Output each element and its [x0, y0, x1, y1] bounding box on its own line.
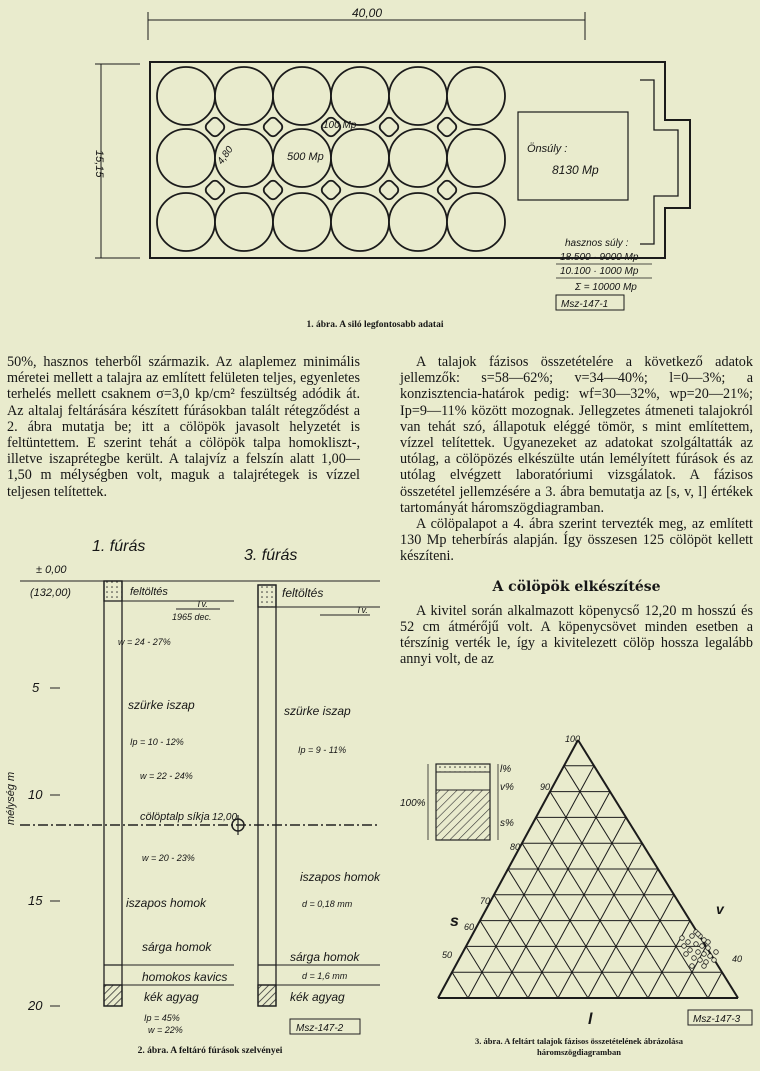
fig3-tick-40: 40 — [732, 954, 743, 964]
fig1-caption: 1. ábra. A siló legfontosabb adatai — [306, 320, 444, 330]
fig3-tick-60: 60 — [464, 922, 475, 932]
fig1-onsuly-label: Önsúly : — [527, 143, 568, 155]
ternary-grid-line — [452, 972, 468, 998]
section-heading: A cölöpök elkészítése — [492, 578, 661, 595]
fig2-right-feltoltes: feltöltés — [282, 586, 324, 600]
fig2-right-d: d = 0,18 mm — [302, 899, 353, 909]
fig3-tick-90: 90 — [540, 782, 551, 792]
silo-cell — [331, 67, 389, 125]
silo-cell — [273, 193, 331, 251]
soil-sample-point — [708, 954, 713, 959]
soil-sample-point — [692, 956, 697, 961]
silo-cell — [447, 67, 505, 125]
soil-sample-point — [706, 946, 711, 951]
ternary-grid-line — [564, 766, 708, 998]
ternary-grid-line — [536, 817, 648, 998]
fig3-tick-70: 70 — [480, 896, 491, 906]
fig1-hasznos-label: hasznos súly : — [565, 238, 629, 249]
silo-cell — [389, 129, 447, 187]
silo-interspace-cell — [204, 116, 227, 139]
fig2-depth-tick-5: 5 — [32, 680, 40, 695]
ternary-grid-line — [588, 869, 658, 998]
fig2-left-w2: w = 22 - 24% — [140, 771, 193, 781]
left-column — [7, 354, 360, 500]
fig2-left-kek: kék agyag — [144, 990, 199, 1004]
fig2-right-iszapos: iszapos homok — [300, 870, 381, 884]
soil-sample-point — [702, 964, 707, 969]
right-paragraph-3: A kivitel során alkalmazott köpenycső 12,20 m hosszú és 52 cm átmérőjű volt. A köpenycsövet minden esetben a térszínig verték le, így a kivitelezett cölöp hossza legalább annyi volt, de az — [400, 602, 753, 668]
fig2-left-iszapos: iszapos homok — [126, 896, 207, 910]
fig2-code: Msz-147-2 — [296, 1023, 344, 1034]
left-paragraph: 50%, hasznos teherből származik. Az alaplemez minimális méretei mellett a talajra az említett felületen teljes, egyenletes terhelés mellett csaknem σ=3,0 kp/cm² feszültség adódik át. Az altalaj feltárására készített fúrásokban talált rétegződést a 2. ábra mutatja be; itt a cölöpök javasolt helyzetét is feltüntettem. E szerint tehát a cölöpök talpa homokliszt-, illetve iszaprétegbe került. A talajvíz a felszín alatt 1,00—1,50 m mélységben volt, maguk a talajrétegek is vízzel teljesen telítettek. — [7, 354, 360, 500]
soil-sample-point — [696, 932, 701, 937]
soil-sample-point — [682, 944, 687, 949]
figure-1-silo-plan — [0, 0, 760, 340]
fig2-left-ip2: Ip = 45% — [144, 1013, 180, 1023]
silo-cell — [273, 67, 331, 125]
figure-2-borehole-logs — [0, 525, 390, 1045]
fig3-axis-v: v — [716, 901, 724, 917]
fig2-left-tv-date: 1965 dec. — [172, 612, 212, 622]
silo-cell — [157, 67, 215, 125]
figure-3-ternary-diagram — [398, 730, 760, 1030]
silo-interspace-cell — [436, 116, 459, 139]
silo-interspace-cell — [262, 179, 285, 202]
soil-sample-point — [686, 940, 691, 945]
soil-sample-point — [688, 948, 693, 953]
fig3-tick-50: 50 — [442, 950, 453, 960]
fig2-depth-abs: (132,00) — [30, 587, 71, 599]
fig1-onsuly-value: 8130 Mp — [552, 163, 599, 177]
silo-cell — [157, 193, 215, 251]
fig3-code: Msz-147-3 — [693, 1014, 741, 1025]
fig2-left-w4: w = 22% — [148, 1025, 183, 1035]
fig2-depth-zero: ± 0,00 — [36, 564, 67, 576]
silo-interspace-cell — [436, 179, 459, 202]
fig2-left-sarga: sárga homok — [142, 940, 212, 954]
soil-sample-point — [694, 942, 699, 947]
soil-sample-point — [702, 952, 707, 957]
fig3-caption-1: 3. ábra. A feltárt talajok fázisos összetételének ábrázolása — [475, 1036, 683, 1046]
ternary-grid-line — [708, 972, 722, 998]
silo-cell — [331, 193, 389, 251]
fig2-right-kek: kék agyag — [290, 990, 345, 1004]
soil-sample-point — [690, 934, 695, 939]
fig3-legend-100: 100% — [400, 798, 426, 809]
fig2-caption: 2. ábra. A feltáró fúrások szelvényei — [137, 1046, 283, 1056]
soil-sample-point — [680, 936, 685, 941]
silo-cell — [331, 129, 389, 187]
soil-sample-point — [712, 958, 717, 963]
fig2-left-tv: Tv. — [196, 599, 208, 609]
silo-cell — [389, 67, 447, 125]
fig1-hasznos-sum: Σ = 10000 Mp — [575, 282, 637, 293]
fig2-depth-tick-10: 10 — [28, 787, 43, 802]
fig2-left-szurke: szürke iszap — [128, 698, 195, 712]
fig3-caption-2: háromszögdiagramban — [537, 1047, 621, 1057]
fig3-tick-100: 100 — [565, 734, 581, 744]
fig2-right-szurke: szürke iszap — [284, 704, 351, 718]
silo-interspace-cell — [378, 116, 401, 139]
fig1-dim-width: 40,00 — [352, 6, 383, 20]
fig1-dim-height: 15,15 — [93, 150, 105, 178]
silo-interspace-cell — [378, 179, 401, 202]
silo-cell — [215, 193, 273, 251]
fig2-left-ip1: Ip = 10 - 12% — [130, 737, 184, 747]
silo-cell — [157, 129, 215, 187]
soil-sample-point — [700, 944, 705, 949]
silo-interspace-cell — [320, 179, 343, 202]
fig2-left-w3: w = 20 - 23% — [142, 853, 195, 863]
fig3-axis-l: l — [588, 1011, 593, 1028]
fig2-left-colop-val: 12,00 — [212, 812, 238, 823]
fig1-hasznos-line2: 10.100 · 1000 Mp — [560, 266, 639, 277]
right-paragraph-2: A cölöpalapot a 4. ábra szerint tervezték meg, az említett 130 Mp teherbírás alapján. Így összesen 125 cölöpöt kellett készíteni. — [400, 516, 753, 565]
fig2-depth-tick-20: 20 — [28, 998, 43, 1013]
fig3-legend-l: l% — [500, 764, 512, 775]
fig2-axis-label: mélység m — [5, 771, 17, 825]
fig2-title-left: 1. fúrás — [92, 538, 146, 555]
soil-sample-point — [684, 952, 689, 957]
fig2-left-feltoltes: feltöltés — [130, 586, 168, 598]
fig1-dim-diameter: 4,80 — [215, 144, 236, 167]
fig3-axis-s: s — [450, 913, 459, 930]
fig1-code: Msz-147-1 — [561, 299, 609, 310]
fig2-right-ip: Ip = 9 - 11% — [298, 745, 347, 755]
silo-cell — [447, 129, 505, 187]
fig2-right-tv: Tv. — [356, 605, 368, 615]
soil-sample-point — [706, 940, 711, 945]
fig1-hasznos-line1: 18.500 · 9000 Mp — [560, 252, 639, 263]
soil-sample-point — [690, 964, 695, 969]
soil-sample-point — [714, 950, 719, 955]
fig3-legend-v: v% — [500, 782, 514, 793]
ternary-grid-line — [508, 869, 588, 998]
silo-cell — [389, 193, 447, 251]
fig3-legend-s: s% — [500, 818, 514, 829]
silo-interspace-cell — [204, 179, 227, 202]
soil-sample-point — [696, 950, 701, 955]
fig2-right-d2: d = 1,6 mm — [302, 971, 348, 981]
right-column — [400, 354, 753, 668]
silo-interspace-cell — [262, 116, 285, 139]
fig2-depth-tick-15: 15 — [28, 893, 43, 908]
silo-cell — [447, 193, 505, 251]
fig3-tick-80: 80 — [510, 842, 521, 852]
fig2-left-colop: cölöptalp síkja — [140, 811, 210, 823]
right-paragraph-1: A talajok fázisos összetételére a következő adatok jellemzők: s=58—62%; v=34—40%; l=0—3%; a konzisztencia-határok pedig: wf=30—32%, wp=20—21%; Ip=9—11% között mozognak. Jellegzetes átmeneti talajokról van tehát szó, állapotuk eléggé tömör, s mint említettem, vízzel telítettek. Ugyanezeket az adatokat szolgáltatták az utólag, a cölöpözés elkészülte után lemélyített fúrások és az utólag elvégzett laboratóriumi vizsgálatok. A fázisos összetétel jellemzésére a 3. ábra bemutatja az [s, v, l] értékek tartományát háromszögdiagramban. — [400, 354, 753, 516]
fig2-title-right: 3. fúrás — [244, 547, 298, 564]
ternary-grid-line — [528, 817, 626, 998]
silo-cell — [215, 67, 273, 125]
soil-sample-point — [698, 958, 703, 963]
fig2-right-sarga: sárga homok — [290, 950, 360, 964]
fig1-label-small: 100 Mp — [323, 120, 357, 131]
fig2-left-w1: w = 24 - 27% — [118, 637, 171, 647]
fig1-label-large: 500 Mp — [287, 151, 324, 163]
fig2-left-homokos: homokos kavics — [142, 970, 228, 984]
